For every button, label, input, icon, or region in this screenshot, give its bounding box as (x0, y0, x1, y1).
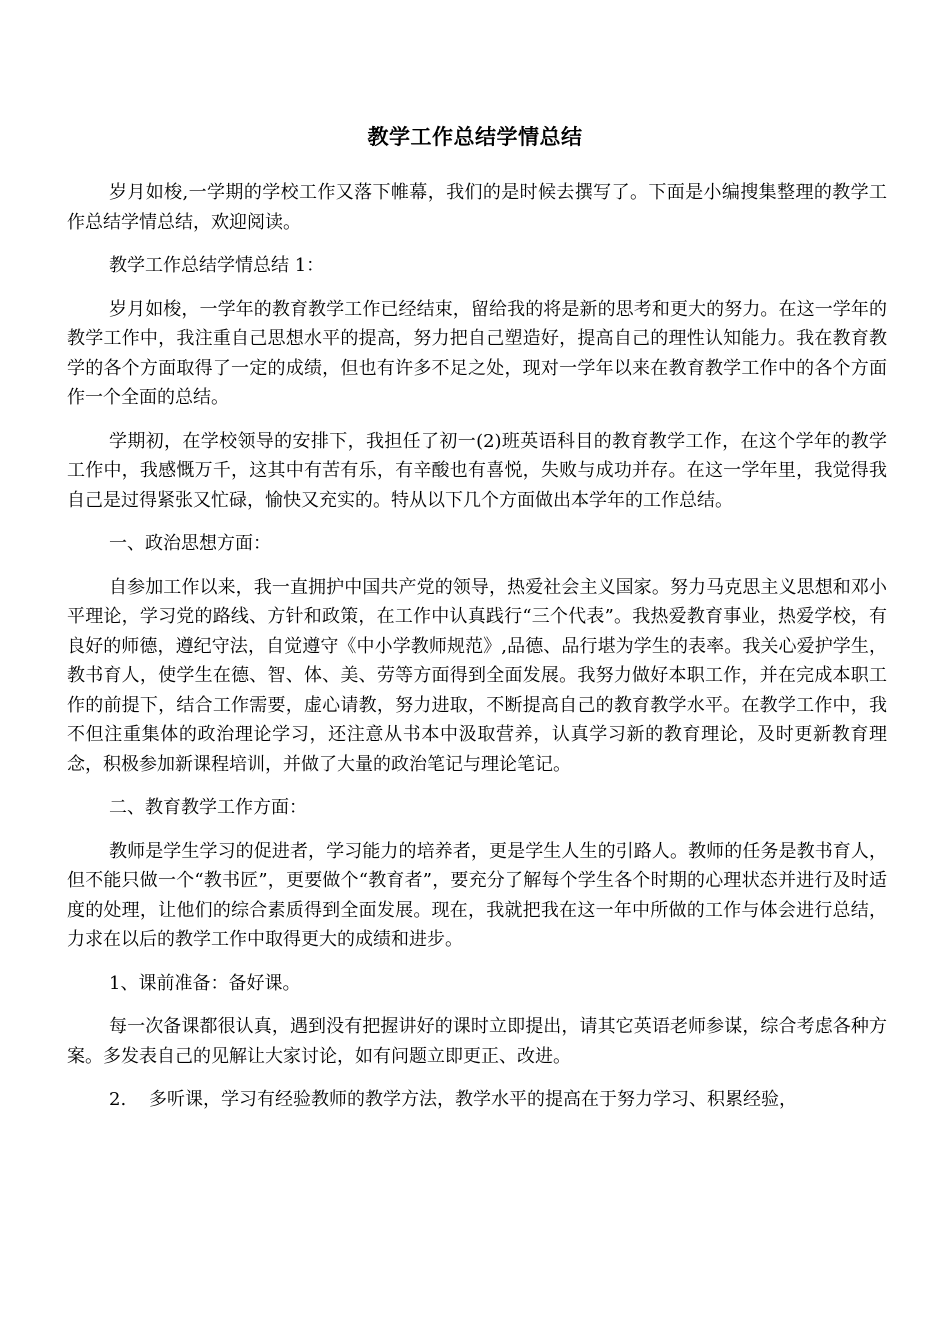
numbered-item-2-text: 多听课，学习有经验教师的教学方法，教学水平的提高在于努力学习、积累经验， (149, 1089, 797, 1110)
document-title: 教学工作总结学情总结 (367, 125, 583, 149)
intro-paragraph: 岁月如梭,一学期的学校工作又落下帷幕，我们的是时候去撰写了。下面是小编搜集整理的教学工作总结学情总结，欢迎阅读。 (67, 182, 887, 233)
heading-teaching: 二、教育教学工作方面： (109, 797, 307, 818)
heading-politics: 一、政治思想方面： (109, 533, 271, 554)
paragraph-5: 每一次备课都很认真，遇到没有把握讲好的课时立即提出，请其它英语老师参谋，综合考虑各种方案。多发表自己的见解让大家讨论，如有问题立即更正、改进。 (67, 1016, 887, 1067)
paragraph-4: 教师是学生学习的促进者，学习能力的培养者，更是学生人生的引路人。教师的任务是教书育人，但不能只做一个“教书匠”，更要做个“教育者”，要充分了解每个学生各个时期的心理状态并进行及时适度的处理，让他们的综合素质得到全面发展。现在，我就把我在这一年中所做的工作与体会进行总结，力求在以后的教学工作中取得更大的成绩和进步。 (67, 840, 887, 950)
paragraph-2: 学期初，在学校领导的安排下，我担任了初一(2)班英语科目的教育教学工作，在这个学年的教学工作中，我感慨万千，这其中有苦有乐，有辛酸也有喜悦，失败与成功并存。在这一学年里，我觉得我自己是过得紧张又忙碌，愉快又充实的。特从以下几个方面做出本学年的工作总结。 (67, 430, 887, 511)
paragraph-1: 岁月如梭，一学年的教育教学工作已经结束，留给我的将是新的思考和更大的努力。在这一学年的教学工作中，我注重自己思想水平的提高，努力把自己塑造好，提高自己的理性认知能力。我在教育教学的各个方面取得了一定的成绩，但也有许多不足之处，现对一学年以来在教育教学工作中的各个方面作一个全面的总结。 (67, 298, 887, 408)
numbered-item-2 (67, 1085, 887, 1115)
paragraph-3: 自参加工作以来，我一直拥护中国共产党的领导，热爱社会主义国家。努力马克思主义思想和邓小平理论，学习党的路线、方针和政策，在工作中认真践行“三个代表”。我热爱教育事业，热爱学校，有良好的师德，遵纪守法，自觉遵守《中小学教师规范》,品德、品行堪为学生的表率。我关心爱护学生，教书育人，使学生在德、智、体、美、劳等方面得到全面发展。我努力做好本职工作，并在完成本职工作的前提下，结合工作需要，虚心请教，努力进取，不断提高自己的教育教学水平。在教学工作中，我不但注重集体的政治理论学习，还注意从书本中汲取营养，认真学习新的教育理论，及时更新教育理念，积极参加新课程培训，并做了大量的政治笔记与理论笔记。 (67, 576, 887, 775)
document-body (67, 178, 887, 1129)
section-label: 教学工作总结学情总结 1： (109, 255, 325, 276)
heading-preparation: 1、课前准备：备好课。 (109, 972, 301, 994)
numbered-item-2-number: 2. (109, 1089, 127, 1110)
